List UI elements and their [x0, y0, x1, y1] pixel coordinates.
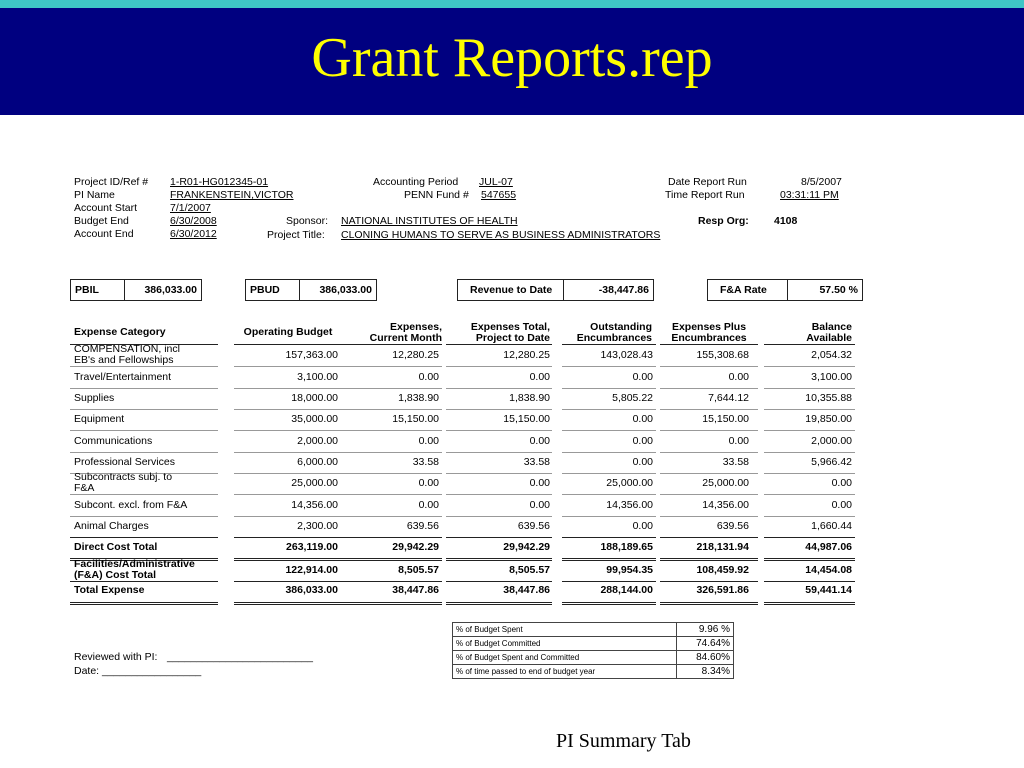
table-rule	[340, 430, 442, 431]
table-rule	[234, 494, 340, 495]
table-rule	[764, 604, 855, 605]
total-expense-row-oe: 288,144.00	[600, 584, 653, 596]
table-rule	[660, 558, 758, 559]
table-row-ob: 25,000.00	[291, 476, 338, 489]
table-row-ob: 18,000.00	[291, 391, 338, 404]
fa-cost-row-epe: 108,459.92	[696, 563, 749, 576]
table-row-ob: 3,100.00	[297, 370, 338, 383]
table-rule	[660, 409, 758, 410]
reviewed-line: _________________________	[167, 651, 313, 663]
table-row-category: Subcontracts subj. to	[74, 470, 173, 483]
table-rule	[562, 558, 656, 559]
table-rule	[340, 388, 442, 389]
table-rule	[660, 516, 758, 517]
table-rule	[660, 430, 758, 431]
table-row-bal: 3,100.00	[811, 370, 852, 383]
table-rule	[764, 560, 855, 561]
table-rule	[234, 366, 340, 367]
pbud-box	[245, 279, 377, 301]
date-report-run-value: 8/5/2007	[801, 176, 842, 188]
table-rule	[446, 473, 552, 474]
sponsor-value: NATIONAL INSTITUTES OF HEALTH	[341, 215, 518, 227]
header-category: Expense Category	[74, 326, 166, 338]
table-row-bal: 2,054.32	[811, 348, 852, 361]
budget-end-label: Budget End	[74, 215, 129, 227]
table-row-oe: 0.00	[632, 455, 653, 468]
table-row-category: Supplies	[74, 391, 115, 404]
pbil-label: PBIL	[71, 280, 125, 300]
table-row-bal: 10,355.88	[805, 391, 852, 404]
table-row-ptd: 0.00	[529, 434, 550, 447]
table-rule	[446, 581, 552, 582]
revenue-box	[457, 279, 654, 301]
table-rule	[446, 430, 552, 431]
table-rule	[764, 452, 855, 453]
fa-cost-row-bal: 14,454.08	[805, 563, 852, 576]
table-row-category-line2: EB's and Fellowships	[74, 353, 174, 366]
table-rule	[660, 602, 758, 603]
pbil-box	[70, 279, 202, 301]
table-row-category: Animal Charges	[74, 519, 149, 532]
table-rule	[340, 581, 442, 582]
table-rule	[764, 366, 855, 367]
table-row-cm: 0.00	[418, 434, 439, 447]
table-rule	[764, 473, 855, 474]
reviewed-label: Reviewed with PI:	[74, 651, 158, 663]
table-row-category: COMPENSATION, incl	[74, 342, 180, 355]
table-row-oe: 5,805.22	[612, 391, 653, 404]
total-expense-row-category: Total Expense	[74, 584, 145, 596]
date-label: Date:	[74, 665, 100, 677]
table-rule	[70, 366, 218, 367]
project-title-label: Project Title:	[267, 229, 325, 241]
table-row-cm: 33.58	[412, 455, 439, 468]
table-rule	[562, 409, 656, 410]
table-rule	[660, 494, 758, 495]
table-rule	[562, 560, 656, 561]
table-rule	[340, 344, 442, 345]
table-rule	[446, 558, 552, 559]
table-rule	[446, 344, 552, 345]
table-rule	[660, 581, 758, 582]
table-rule	[446, 560, 552, 561]
table-row-category: Equipment	[74, 412, 125, 425]
table-row-cm: 0.00	[418, 476, 439, 489]
table-rule	[562, 388, 656, 389]
table-rule	[340, 366, 442, 367]
table-rule	[70, 516, 218, 517]
table-rule	[562, 494, 656, 495]
pi-name-label: PI Name	[74, 189, 115, 201]
table-row-ptd: 1,838.90	[509, 391, 550, 404]
date-report-run-label: Date Report Run	[668, 176, 747, 188]
total-expense-row-cm: 38,447.86	[392, 584, 439, 596]
table-rule	[446, 516, 552, 517]
table-row-epe: 0.00	[728, 434, 749, 447]
summary-label: % of time passed to end of budget year	[453, 665, 677, 679]
table-rule	[70, 604, 218, 605]
direct-cost-row-cm: 29,942.29	[392, 541, 439, 553]
table-row-ob: 2,000.00	[297, 434, 338, 447]
table-rule	[764, 602, 855, 603]
table-rule	[562, 366, 656, 367]
table-rule	[660, 452, 758, 453]
header-current-month-1: Expenses,	[390, 321, 442, 333]
pbil-value: 386,033.00	[144, 284, 197, 296]
header-project-to-date-1: Expenses Total,	[470, 321, 550, 333]
table-row-epe: 155,308.68	[696, 348, 749, 361]
table-row-oe: 0.00	[632, 519, 653, 532]
table-rule	[234, 560, 340, 561]
table-row-category: Communications	[74, 434, 153, 447]
table-rule	[234, 344, 340, 345]
table-rule	[660, 473, 758, 474]
table-rule	[234, 537, 340, 538]
table-rule	[562, 344, 656, 345]
table-rule	[234, 452, 340, 453]
table-rule	[340, 602, 442, 603]
table-rule	[70, 409, 218, 410]
table-row-cm: 12,280.25	[392, 348, 439, 361]
header-balance-2: Available	[806, 332, 852, 344]
table-row-bal: 0.00	[831, 476, 852, 489]
table-row-bal: 19,850.00	[805, 412, 852, 425]
table-rule	[764, 494, 855, 495]
table-rule	[70, 388, 218, 389]
table-rule	[764, 430, 855, 431]
total-expense-row-ob: 386,033.00	[285, 584, 338, 596]
table-rule	[764, 558, 855, 559]
revenue-label: Revenue to Date	[458, 280, 564, 300]
project-id-value: 1-R01-HG012345-01	[170, 176, 269, 188]
summary-label: % of Budget Spent	[453, 623, 677, 637]
account-end-label: Account End	[74, 228, 134, 240]
sponsor-label: Sponsor:	[286, 215, 329, 227]
direct-cost-row-category: Direct Cost Total	[74, 541, 158, 553]
table-row-cm: 0.00	[418, 370, 439, 383]
table-row-ptd: 0.00	[529, 498, 550, 511]
table-row-epe: 25,000.00	[702, 476, 749, 489]
table-rule	[562, 473, 656, 474]
table-rule	[764, 344, 855, 345]
header-project-to-date-2: Project to Date	[475, 332, 550, 344]
header-current-month-2: Current Month	[369, 332, 442, 344]
direct-cost-row-ptd: 29,942.29	[503, 541, 550, 553]
fa-rate-value: 57.50 %	[819, 284, 858, 296]
table-row-ptd: 0.00	[529, 370, 550, 383]
table-row-oe: 25,000.00	[606, 476, 653, 489]
table-row-cm: 0.00	[418, 498, 439, 511]
time-report-run-label: Time Report Run	[665, 189, 745, 201]
table-row-category: Travel/Entertainment	[74, 370, 172, 383]
table-rule	[446, 494, 552, 495]
table-row-bal: 2,000.00	[811, 434, 852, 447]
header-operating-budget: Operating Budget	[243, 326, 333, 338]
table-rule	[234, 473, 340, 474]
accounting-period-value: JUL-07	[479, 176, 513, 188]
table-rule	[764, 516, 855, 517]
table-row-bal: 0.00	[831, 498, 852, 511]
project-title-value: CLONING HUMANS TO SERVE AS BUSINESS ADMINISTRATORS	[341, 229, 661, 241]
pi-name-value: FRANKENSTEIN,VICTOR	[170, 189, 294, 201]
summary-row	[453, 623, 734, 637]
budget-end-value: 6/30/2008	[170, 215, 217, 227]
accounting-period-label: Accounting Period	[373, 176, 459, 188]
table-row-ob: 6,000.00	[297, 455, 338, 468]
table-rule	[70, 581, 218, 582]
header-outstanding-2: Encumbrances	[576, 332, 652, 344]
total-expense-row-ptd: 38,447.86	[503, 584, 550, 596]
table-row-oe: 14,356.00	[606, 498, 653, 511]
header-plus-enc-1: Expenses Plus	[671, 321, 747, 333]
summary-value: 74.64%	[677, 637, 734, 651]
table-row-bal: 5,966.42	[811, 455, 852, 468]
table-rule	[446, 604, 552, 605]
direct-cost-row-bal: 44,987.06	[805, 541, 852, 553]
table-rule	[764, 388, 855, 389]
table-row-epe: 15,150.00	[702, 412, 749, 425]
direct-cost-row-oe: 188,189.65	[600, 541, 653, 553]
table-rule	[340, 560, 442, 561]
fa-cost-row-category: Facilities/Administrative	[74, 557, 195, 570]
table-row-cm: 1,838.90	[398, 391, 439, 404]
table-rule	[340, 516, 442, 517]
resp-org-label: Resp Org:	[698, 215, 749, 227]
table-rule	[764, 581, 855, 582]
date-line: _________________	[102, 665, 202, 677]
table-row-oe: 0.00	[632, 412, 653, 425]
account-end-value: 6/30/2012	[170, 228, 217, 240]
table-row-bal: 1,660.44	[811, 519, 852, 532]
table-rule	[660, 344, 758, 345]
header-outstanding-1: Outstanding	[590, 321, 652, 333]
project-id-label: Project ID/Ref #	[74, 176, 149, 188]
table-rule	[562, 452, 656, 453]
table-rule	[340, 604, 442, 605]
table-row-ptd: 0.00	[529, 476, 550, 489]
table-rule	[660, 366, 758, 367]
table-rule	[340, 409, 442, 410]
table-rule	[562, 430, 656, 431]
table-rule	[234, 558, 340, 559]
table-rule	[562, 516, 656, 517]
table-row-category: Professional Services	[74, 455, 175, 468]
table-rule	[340, 494, 442, 495]
pbud-label: PBUD	[246, 280, 300, 300]
header-plus-enc-2: Encumbrances	[671, 332, 747, 344]
penn-fund-label: PENN Fund #	[404, 189, 469, 201]
time-report-run-value: 03:31:11 PM	[780, 189, 839, 201]
table-row-epe: 7,644.12	[708, 391, 749, 404]
table-rule	[562, 581, 656, 582]
table-row-epe: 33.58	[722, 455, 749, 468]
table-row-ob: 35,000.00	[291, 412, 338, 425]
table-row-oe: 143,028.43	[600, 348, 653, 361]
table-row-ob: 2,300.00	[297, 519, 338, 532]
summary-row	[453, 651, 734, 665]
table-row-ptd: 12,280.25	[503, 348, 550, 361]
summary-value: 9.96 %	[677, 623, 734, 637]
table-row-oe: 0.00	[632, 434, 653, 447]
fa-cost-row-ptd: 8,505.57	[509, 563, 550, 576]
table-rule	[764, 409, 855, 410]
table-rule	[562, 602, 656, 603]
table-row-ob: 157,363.00	[285, 348, 338, 361]
table-row-ob: 14,356.00	[291, 498, 338, 511]
table-rule	[340, 558, 442, 559]
pbud-value: 386,033.00	[319, 284, 372, 296]
budget-summary-table	[452, 622, 734, 679]
fa-cost-row-cm: 8,505.57	[398, 563, 439, 576]
table-rule	[70, 537, 218, 538]
table-row-epe: 0.00	[728, 370, 749, 383]
table-rule	[660, 537, 758, 538]
fa-cost-row-category-line2: (F&A) Cost Total	[74, 568, 157, 581]
table-rule	[660, 604, 758, 605]
summary-value: 84.60%	[677, 651, 734, 665]
summary-value: 8.34%	[677, 665, 734, 679]
revenue-value: -38,447.86	[598, 284, 649, 296]
table-rule	[660, 388, 758, 389]
table-rule	[234, 409, 340, 410]
table-rule	[446, 452, 552, 453]
summary-label: % of Budget Spent and Committed	[453, 651, 677, 665]
table-rule	[70, 602, 218, 603]
table-rule	[234, 604, 340, 605]
table-rule	[340, 473, 442, 474]
table-rule	[446, 388, 552, 389]
table-row-oe: 0.00	[632, 370, 653, 383]
table-rule	[562, 604, 656, 605]
table-rule	[446, 537, 552, 538]
slide-title: Grant Reports.rep	[311, 27, 713, 89]
summary-label: % of Budget Committed	[453, 637, 677, 651]
direct-cost-row-epe: 218,131.94	[696, 541, 749, 553]
table-rule	[340, 452, 442, 453]
table-rule	[446, 602, 552, 603]
table-rule	[340, 537, 442, 538]
fa-cost-row-oe: 99,954.35	[606, 563, 653, 576]
account-start-value: 7/1/2007	[170, 202, 211, 214]
header-balance-1: Balance	[811, 321, 852, 333]
fa-rate-label: F&A Rate	[708, 280, 788, 300]
table-row-cm: 15,150.00	[392, 412, 439, 425]
table-row-ptd: 15,150.00	[503, 412, 550, 425]
table-rule	[234, 430, 340, 431]
table-row-ptd: 33.58	[523, 455, 550, 468]
table-row-epe: 639.56	[716, 519, 749, 532]
resp-org-value: 4108	[774, 215, 798, 227]
table-rule	[446, 409, 552, 410]
table-rule	[660, 560, 758, 561]
table-rule	[234, 602, 340, 603]
summary-row	[453, 637, 734, 651]
penn-fund-value: 547655	[481, 189, 517, 201]
table-row-cm: 639.56	[406, 519, 439, 532]
table-rule	[562, 537, 656, 538]
table-rule	[764, 537, 855, 538]
top-accent-bar	[0, 0, 1024, 8]
table-row-category-line2: F&A	[74, 481, 95, 494]
total-expense-row-epe: 326,591.86	[696, 584, 749, 596]
table-row-category: Subcont. excl. from F&A	[74, 498, 188, 511]
table-row-ptd: 639.56	[517, 519, 550, 532]
table-rule	[234, 516, 340, 517]
table-row-epe: 14,356.00	[702, 498, 749, 511]
total-expense-row-bal: 59,441.14	[805, 584, 852, 596]
table-rule	[234, 388, 340, 389]
fa-rate-box	[707, 279, 863, 301]
table-rule	[234, 581, 340, 582]
summary-row	[453, 665, 734, 679]
account-start-label: Account Start	[74, 202, 138, 214]
slide-caption: PI Summary Tab	[556, 730, 691, 752]
fa-cost-row-ob: 122,914.00	[285, 563, 338, 576]
table-rule	[446, 366, 552, 367]
table-rule	[70, 452, 218, 453]
table-rule	[70, 430, 218, 431]
direct-cost-row-ob: 263,119.00	[286, 541, 338, 553]
table-rule	[70, 494, 218, 495]
